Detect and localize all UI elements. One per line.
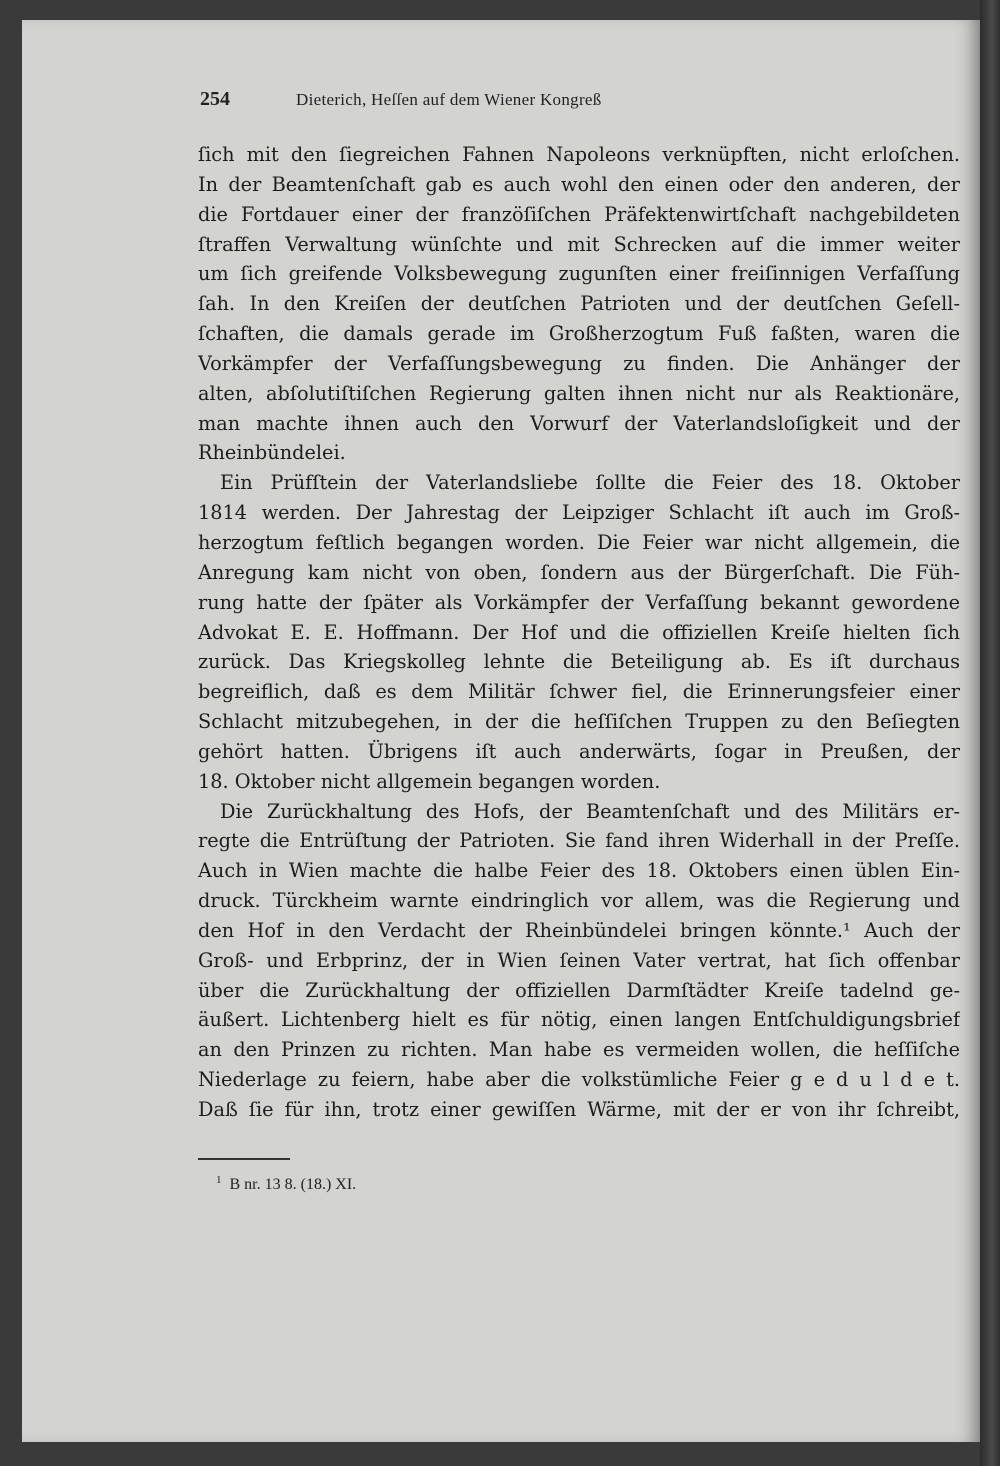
footnote-mark: 1 xyxy=(216,1174,222,1186)
text-line: 1814 werden. Der Jahrestag der Leipziger Schlacht iſt auch im Groß- xyxy=(198,501,960,525)
text-line: Anregung kam nicht von oben, ſondern aus der Bürgerſchaft. Die Füh- xyxy=(198,560,960,584)
text-line: ſah. In den Kreiſen der deutſchen Patrioten und der deutſchen Geſell- xyxy=(198,292,960,316)
text-line: ſich mit den ſiegreichen Fahnen Napoleons verknüpften, nicht erloſchen. xyxy=(198,143,960,166)
paragraph-3 xyxy=(198,797,960,1125)
text-line: regte die Entrüſtung der Patrioten. Sie fand ihren Widerhall in der Preſſe. xyxy=(198,829,960,853)
page-number: 254 xyxy=(200,88,230,110)
text-line: gehört hatten. Übrigens iſt auch anderwärts, ſogar in Preußen, der xyxy=(198,739,960,763)
text-line: druck. Türckheim warnte eindringlich vor allem, was die Regierung und xyxy=(198,889,960,913)
text-line: Advokat E. E. Hoffmann. Der Hof und die offiziellen Kreiſe hielten ſich xyxy=(198,620,960,644)
text-line: um ſich greifende Volksbewegung zugunſten einer freiſinnigen Verfaſſung xyxy=(198,262,960,286)
running-title: Dieterich, Heſſen auf dem Wiener Kongreß xyxy=(296,90,602,109)
text-line: rung hatte der ſpäter als Vorkämpfer der Verfaſſung bekannt gewordene xyxy=(198,590,960,614)
page-edge-shadow xyxy=(980,0,1000,1466)
text-line: zurück. Das Kriegskolleg lehnte die Beteiligung ab. Es iſt durchaus xyxy=(198,650,960,674)
text-line: Auch in Wien machte die halbe Feier des 18. Oktobers einen üblen Ein- xyxy=(198,859,960,883)
footnote xyxy=(216,1174,356,1194)
text-line: Niederlage zu feiern, habe aber die volkstümliche Feier g e d u l d e t. xyxy=(198,1068,960,1092)
text-line: Rheinbündelei. xyxy=(198,441,346,465)
text-line: alten, abſolutiſtiſchen Regierung galten ihnen nicht nur als Reaktionäre, xyxy=(198,381,960,405)
footnote-rule xyxy=(198,1158,290,1160)
text-line: Ein Prüfſtein der Vaterlandsliebe ſollte die Feier des 18. Oktober xyxy=(220,471,960,495)
text-line: begreiflich, daß es dem Militär ſchwer fiel, die Erinnerungsfeier einer xyxy=(198,680,960,704)
text-line: äußert. Lichtenberg hielt es für nötig, einen langen Entſchuldigungsbrief xyxy=(198,1008,960,1032)
paragraph-2 xyxy=(198,468,960,796)
text-line: die Fortdauer einer der franzöſiſchen Präfektenwirtſchaft nachgebildeten xyxy=(198,202,960,226)
paragraph-1 xyxy=(198,140,960,468)
text-line: über die Zurückhaltung der offiziellen Darmſtädter Kreiſe tadelnd ge- xyxy=(198,978,960,1002)
text-line: ſchaften, die damals gerade im Großherzogtum Fuß faßten, waren die xyxy=(198,322,960,346)
text-line: Groß- und Erbprinz, der in Wien ſeinen Vater vertrat, hat ſich offenbar xyxy=(198,948,960,972)
text-line: Schlacht mitzubegehen, in der die heſſiſchen Truppen zu den Beſiegten xyxy=(198,710,960,734)
running-header xyxy=(200,88,960,111)
text-line: Die Zurückhaltung des Hofs, der Beamtenſchaft und des Militärs er- xyxy=(220,799,960,823)
body-text xyxy=(198,140,960,1125)
text-line: Vorkämpfer der Verfaſſungsbewegung zu finden. Die Anhänger der xyxy=(198,351,960,375)
footnote-text: B nr. 13 8. (18.) XI. xyxy=(229,1176,357,1193)
text-line: an den Prinzen zu richten. Man habe es vermeiden wollen, die heſſiſche xyxy=(198,1038,960,1062)
text-line: den Hof in den Verdacht der Rheinbündelei bringen könnte.¹ Auch der xyxy=(198,918,960,942)
text-line: 18. Oktober nicht allgemein begangen worden. xyxy=(198,769,661,793)
text-line: man machte ihnen auch den Vorwurf der Vaterlandsloſigkeit und der xyxy=(198,411,960,435)
text-line: Daß ſie für ihn, trotz einer gewiſſen Wärme, mit der er von ihr ſchreibt, xyxy=(198,1098,960,1121)
text-line: In der Beamtenſchaft gab es auch wohl den einen oder den anderen, der xyxy=(198,172,960,196)
text-line: herzogtum feſtlich begangen worden. Die Feier war nicht allgemein, die xyxy=(198,530,960,554)
text-line: ſtraffen Verwaltung wünſchte und mit Schrecken auf die immer weiter xyxy=(198,232,960,256)
